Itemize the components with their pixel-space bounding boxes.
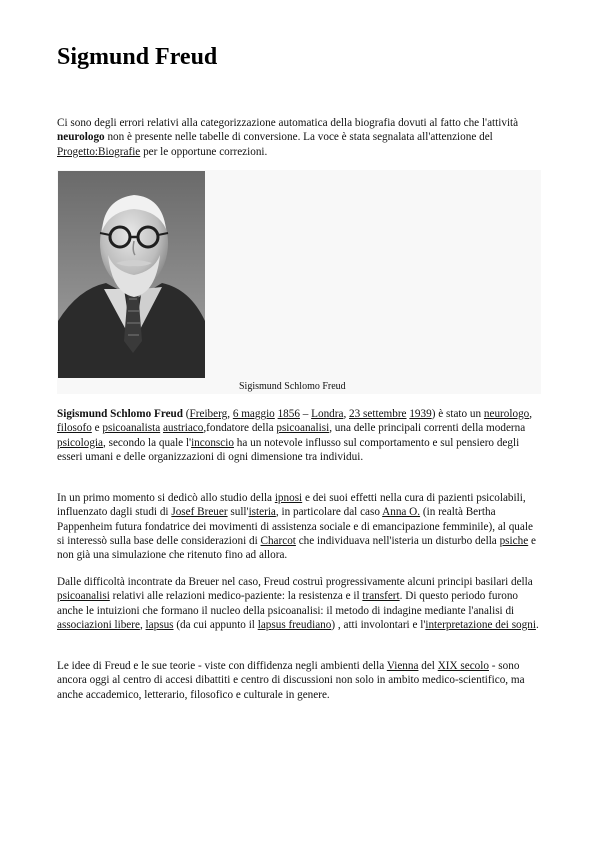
link-psicologia[interactable]: psicologia bbox=[57, 436, 103, 449]
text: ha un notevole influsso sul comportamento e sul pensiero degli esseri umani e delle organizzazioni di ogni dimensione tra individui. bbox=[57, 436, 520, 463]
notice-bold-term: neurologo bbox=[57, 131, 105, 144]
link-psicoanalista[interactable]: psicoanalista bbox=[102, 422, 161, 435]
link-psicoanalisi[interactable]: psicoanalisi bbox=[57, 590, 110, 603]
text: ,fondatore della bbox=[203, 422, 277, 435]
legacy-paragraph bbox=[57, 659, 541, 702]
text: che individuava nell'isteria un disturbo della bbox=[295, 534, 500, 547]
text: , bbox=[529, 408, 533, 420]
text: , bbox=[139, 618, 146, 631]
hypnosis-paragraph bbox=[57, 491, 541, 562]
text: e bbox=[91, 422, 103, 435]
link-vienna[interactable]: Vienna bbox=[386, 660, 419, 672]
text: Le idee di Freud e le sue teorie - viste con diffidenza negli ambienti della bbox=[57, 660, 387, 672]
categorization-notice bbox=[57, 116, 541, 159]
link-transfert[interactable]: transfert bbox=[362, 590, 400, 603]
page-title: Sigmund Freud bbox=[57, 44, 218, 70]
link-associazioni-libere[interactable]: associazioni libere bbox=[57, 618, 140, 631]
link-psicoanalisi[interactable]: psicoanalisi bbox=[276, 422, 330, 435]
notice-text: non è presente nelle tabelle di conversione. La voce è stata segnalata all'attenzione del bbox=[104, 131, 493, 144]
text: , bbox=[343, 408, 350, 420]
link-interpretazione-dei-sogni[interactable]: interpretazione dei sogni bbox=[425, 618, 536, 631]
text: del bbox=[418, 660, 438, 672]
link-filosofo[interactable]: filosofo bbox=[57, 422, 92, 435]
figure-caption: Sigismund Schlomo Freud bbox=[239, 381, 346, 392]
link-anna-o[interactable]: Anna O. bbox=[382, 506, 421, 519]
link-freiberg[interactable]: Freiberg bbox=[189, 408, 228, 420]
text: ) , atti involontari e l' bbox=[331, 618, 426, 631]
link-23-settembre[interactable]: 23 settembre bbox=[349, 408, 407, 420]
link-xix-secolo[interactable]: XIX secolo bbox=[437, 660, 489, 672]
link-isteria[interactable]: isteria bbox=[248, 506, 276, 519]
link-neurologo[interactable]: neurologo bbox=[483, 408, 530, 420]
link-josef-breuer[interactable]: Josef Breuer bbox=[171, 506, 228, 519]
text: - sono ancora oggi al centro di accesi dibattiti e centro di discussioni non solo in ambito medico-scientifico, ma anche accademico, letterario, filosofico e culturale in genere. bbox=[57, 660, 525, 701]
text: relativi alle relazioni medico-paziente: la resistenza e il bbox=[109, 590, 363, 603]
text: ) è stato un bbox=[431, 408, 484, 420]
link-inconscio[interactable]: inconscio bbox=[191, 436, 234, 449]
link-lapsus[interactable]: lapsus bbox=[145, 618, 174, 631]
text: , in particolare dal caso bbox=[275, 506, 383, 519]
text: Dalle difficoltà incontrate da Breuer nel caso, Freud costruì progressivamente alcuni principi basilari della bbox=[57, 576, 533, 588]
psychoanalysis-paragraph bbox=[57, 575, 541, 632]
link-austriaco[interactable]: austriaco bbox=[162, 422, 204, 435]
portrait-illustration bbox=[58, 171, 205, 378]
text: , bbox=[227, 408, 233, 420]
link-psiche[interactable]: psiche bbox=[499, 534, 529, 547]
link-1939[interactable]: 1939 bbox=[409, 408, 432, 420]
notice-text: per le opportune correzioni. bbox=[140, 145, 268, 158]
text: , secondo la quale l' bbox=[103, 436, 192, 449]
text: – bbox=[299, 408, 312, 420]
link-1856[interactable]: 1856 bbox=[277, 408, 300, 420]
text: . Di questo periodo furono anche le intuizioni che formano il nucleo della psicoanalisi: il metodo di indagine mediante l'analisi di bbox=[57, 590, 519, 617]
intro-paragraph bbox=[57, 407, 541, 464]
notice-text: Ci sono degli errori relativi alla categorizzazione automatica della biografia dovuti al fatto che l'attività bbox=[57, 117, 519, 129]
text: In un primo momento si dedicò allo studio della bbox=[57, 492, 275, 504]
link-6-maggio[interactable]: 6 maggio bbox=[232, 408, 275, 420]
text: e non già una simulazione che ritenuto fino ad allora. bbox=[57, 534, 536, 562]
freud-portrait-image[interactable] bbox=[58, 171, 205, 378]
text: , una delle principali correnti della moderna bbox=[329, 422, 526, 435]
text: sull' bbox=[227, 506, 249, 519]
text: (in realtà Bertha Pappenheim futura fondatrice dei movimenti di assistenza sociale e di emancipazione femminile), al quale si interessò sulla base delle considerazioni di bbox=[57, 506, 533, 547]
text: ( bbox=[183, 408, 190, 420]
link-charcot[interactable]: Charcot bbox=[260, 534, 296, 547]
link-ipnosi[interactable]: ipnosi bbox=[274, 492, 303, 504]
text: (da cui appunto il bbox=[173, 618, 258, 631]
text: e dei suoi effetti nella cura di pazienti psicolabili, influenzato dagli studi di bbox=[57, 492, 526, 519]
link-londra[interactable]: Londra bbox=[311, 408, 344, 420]
link-lapsus-freudiano[interactable]: lapsus freudiano bbox=[257, 618, 332, 631]
link-progetto-biografie[interactable]: Progetto:Biografie bbox=[57, 145, 141, 158]
portrait-figure bbox=[57, 170, 541, 394]
subject-name: Sigismund Schlomo Freud bbox=[57, 408, 183, 420]
text: . bbox=[535, 618, 539, 631]
